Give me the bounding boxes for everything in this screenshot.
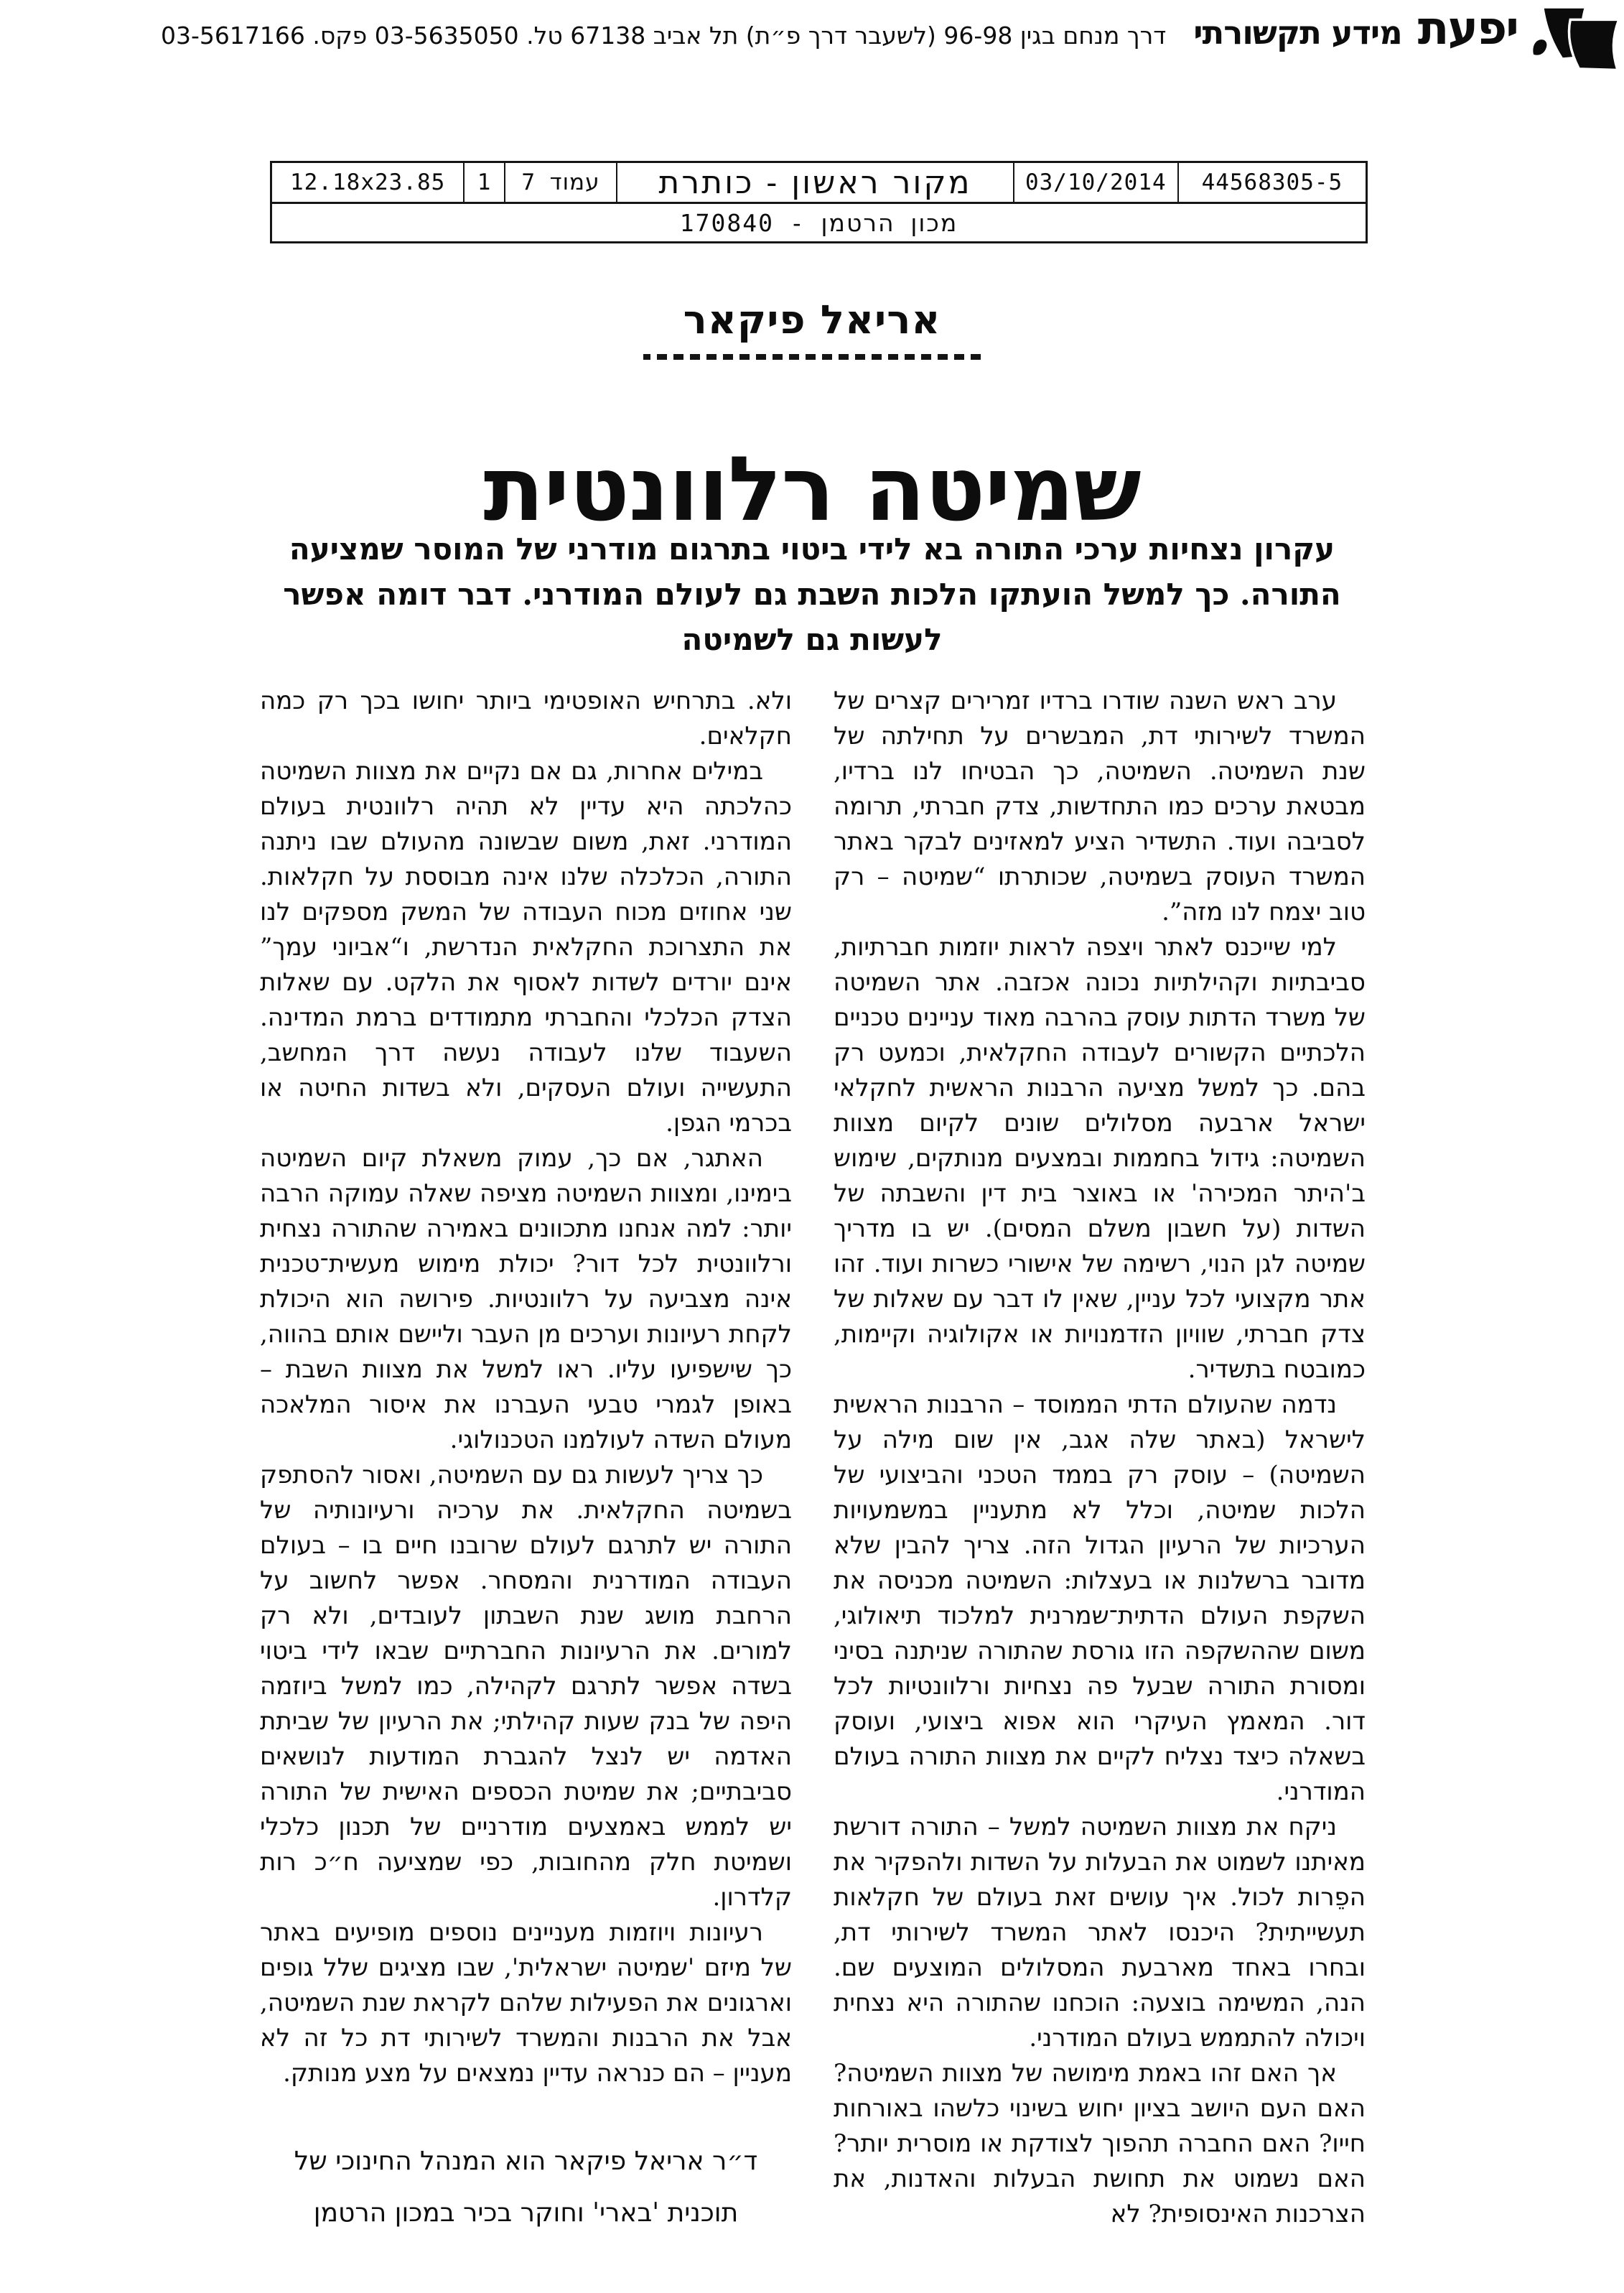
clipping-meta-table: [270, 161, 1368, 243]
brand-name: יפעת: [1417, 2, 1518, 55]
header: [57, 2, 1623, 85]
article-body: [260, 684, 1366, 2293]
article-paragraph: ערב ראש השנה שודרו ברדיו זמרירים קצרים של המשרד לשירותי דת, המבשרים על תחילתה של שנת השמיטה. השמיטה, כך הבטיחו לנו ברדיו, מבטאת ערכים כמו התחדשות, צדק חברתי, תרומה לסביבה ועוד. התשדיר הציע למאזינים לבקר באתר המשרד העוסק בשמיטה, שכותרתו “שמיטה – רק טוב יצמח לנו מזה”.: [834, 687, 1366, 926]
meta-date: 03/10/2014: [1014, 163, 1179, 202]
article-paragraph: רעיונות ויוזמות מעניינים נוספים מופיעים באתר של מיזם 'שמיטה ישראלית', שבו מציגים שלל גופים וארגונים את הפעילות שלהם לקראת שנת השמיטה, אבל את הרבנות והמשרד לשירותי דת כל זה לא מעניין – הם כנראה עדיין נמצאים על מצע מנותק.: [260, 1918, 792, 2088]
meta-count: 1: [465, 163, 505, 202]
author-bio: ד״ר אריאל פיקאר הוא המנהל החינוכי של תוכנית 'בארי' וחוקר בכיר במכון הרטמן: [294, 2147, 758, 2228]
author-block: [0, 296, 1624, 360]
article-subtitle: עקרון נצחיות ערכי התורה בא לידי ביטוי בתרגום מודרני של המוסר שמציעה התורה. כך למשל הועתקו הלכות השבת גם לעולם המודרני. דבר דומה אפשר לעשות גם לשמיטה: [283, 531, 1341, 657]
meta-page: עמוד 7: [505, 163, 617, 202]
header-address: דרך מנחם בגין 96-98 (לשעבר דרך פ״ת) תל אביב 67138 טל. 03-5635050 פקס. 03-5617166: [160, 22, 1167, 50]
meta-client: מכון הרטמן - 170840: [679, 208, 958, 237]
article-paragraph: האתגר, אם כך, עמוק משאלת קיום השמיטה בימינו, ומצוות השמיטה מציפה שאלה עמוקה הרבה יותר: למה אנחנו מתכוונים באמירה שהתורה נצחית ורלוונטית לכל דור? יכולת מימוש מעשית־טכנית אינה מצביעה על רלוונטיות. פירושה הוא היכולת לקחת רעיונות וערכים מן העבר וליישם אותם בהווה, כך שישפיעו עליו. ראו למשל את מצוות השבת – באופן לגמרי טבעי העברנו את איסור המלאכה מעולם השדה לעולמנו הטכנולוגי.: [260, 1144, 792, 1454]
article-paragraph: במילים אחרות, גם אם נקיים את מצוות השמיטה כהלכתה היא עדיין לא תהיה רלוונטית בעולם המודרני. זאת, משום שבשונה מהעולם שבו ניתנה התורה, הכלכלה שלנו אינה מבוססת על חקלאות. שני אחוזים מכוח העבודה של המשק מספקים לנו את התצרוכת החקלאית הנדרשת, ו“אביוני עמך” אינם יורדים לשדות לאסוף את הלקט. עם שאלות הצדק הכלכלי והחברתי מתמודדים ברמת המדינה. השעבוד שלנו לעבודה נעשה דרך המחשב, התעשייה ועולם העסקים, ולא בשדות החיטה או בכרמי הגפן.: [260, 757, 792, 1138]
column-right: [834, 684, 1366, 2293]
article-paragraph: אך האם זהו באמת מימושה של מצוות השמיטה? האם העם היושב בציון יחוש בשינוי כלשהו באורחות חייו? האם החברה תהפוך לצודקת או מוסרית יותר? האם נשמוט את תחושת הבעלות והאדנות, את הצרכנות האינסופית? לא: [834, 2059, 1366, 2228]
brand-tagline: מידע תקשורתי: [1193, 14, 1402, 52]
article-paragraph: נדמה שהעולם הדתי הממוסד – הרבנות הראשית לישראל (באתר שלה אגב, אין שום מילה על השמיטה) – עוסק רק בממד הטכני והביצועי של הלכות שמיטה, וכלל לא מתעניין במשמעויות הערכיות של הרעיון הגדול הזה. צריך להבין שלא מדובר ברשלנות או בעצלות: השמיטה מכניסה את השקפת העולם הדתית־שמרנית למלכוד תיאולוגי, משום שההשקפה הזו גורסת שהתורה שניתנה בסיני ומסורת התורה שבעל פה נצחיות ורלוונטיות לכל דור. המאמץ העיקרי הוא אפוא ביצועי, ועוסק בשאלה כיצד נצליח לקיים את מצוות התורה בעולם המודרני.: [834, 1390, 1366, 1806]
article-paragraph: ולא. בתרחיש האופטימי ביותר יחושו בכך רק כמה חקלאים.: [260, 687, 792, 750]
article-title: שמיטה רלוונטית: [483, 437, 1141, 542]
author-name: אריאל פיקאר: [683, 296, 941, 343]
article-paragraph: למי שייכנס לאתר ויצפה לראות יוזמות חברתיות, סביבתיות וקהילתיות נכונה אכזבה. אתר השמיטה של משרד הדתות עוסק בהרבה מאוד עניינים טכניים הלכתיים הקשורים לעבודה החקלאית, וכמעט רק בהם. כך למשל מציעה הרבנות הראשית לחקלאי ישראל ארבעה מסלולים שונים לקיום מצוות השמיטה: גידול בחממות ובמצעים מנותקים, שימוש ב'היתר המכירה' או באוצר בית דין והשבתה של השדות (על חשבון משלם המסים). יש בו מדריך שמיטה לגן הנוי, רשימה של אישורי כשרות ועוד. זהו אתר מקצועי לכל עניין, שאין לו דבר עם שאלות של צדק חברתי, שוויון הזדמנויות או אקולוגיה וקיימות, כמובטח בתשדיר.: [834, 933, 1366, 1384]
column-left: [260, 684, 792, 2293]
meta-source: מקור ראשון - כותרת: [617, 163, 1014, 202]
yifat-logo-icon: [1529, 7, 1623, 85]
author-divider: [643, 354, 981, 360]
meta-ref-number: 44568305-5: [1201, 169, 1343, 195]
article-paragraph: ניקח את מצוות השמיטה למשל – התורה דורשת מאיתנו לשמוט את הבעלות על השדות ולהפקיר את הפֵרות לכול. איך עושים זאת בעולם של חקלאות תעשייתית? היכנסו לאתר המשרד לשירותי דת, ובחרו באחד מארבעת המסלולים המוצעים שם. הנה, המשימה בוצעה: הוכחנו שהתורה היא נצחית ויכולה להתממש בעולם המודרני.: [834, 1813, 1366, 2052]
meta-row-main: [272, 163, 1366, 204]
article-paragraph: כך צריך לעשות גם עם השמיטה, ואסור להסתפק בשמיטה החקלאית. את ערכיה ורעיונותיה של התורה יש לתרגם לעולם שרובנו חיים בו – בעולם העבודה המודרנית והמסחר. אפשר לחשוב על הרחבת מושג שנת השבתון לעובדים, ולא רק למורים. את הרעיונות החברתיים שבאו לידי ביטוי בשדה אפשר לתרגם לקהילה, כמו למשל ביוזמה היפה של בנק שעות קהילתי; את הרעיון של שביתת האדמה יש לנצל להגברת המודעות לנושאים סביבתיים; את שמיטת הכספים האישית של התורה יש לממש באמצעים מודרניים של תכנון כלכלי ושמיטת חלק מהחובות, כפי שמציעה ח״כ רות קלדרון.: [260, 1461, 792, 1912]
meta-dimensions: 12.18x23.85: [272, 163, 465, 202]
